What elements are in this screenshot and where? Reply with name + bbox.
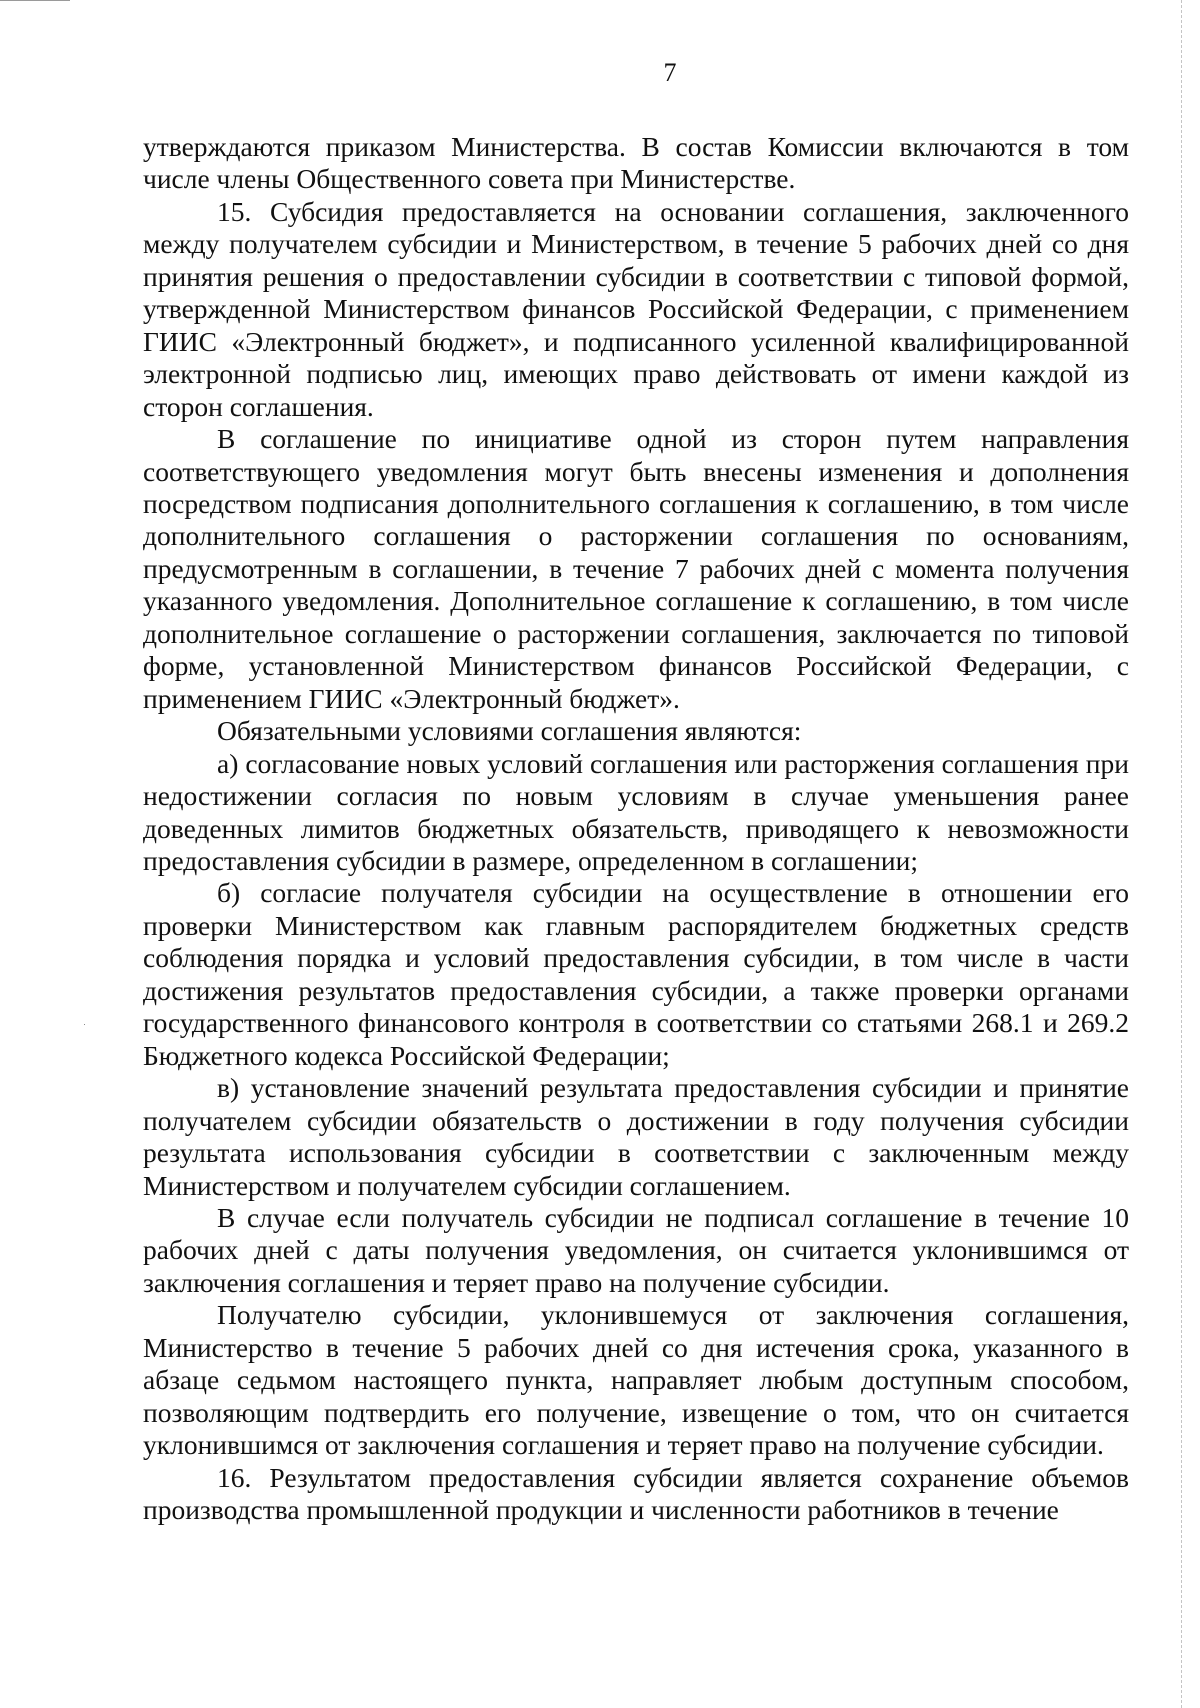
paragraph-agreement-amendments: В соглашение по инициативе одной из сторон путем направления соответствующего уведомления могут быть внесены изменения и дополнения посредством подписания дополнительного соглашения к соглашению, в том числе дополнительного соглашения о расторжении соглашения по основаниям, предусмотренным в соглашении, в течение 7 рабочих дней с момента получения указанного уведомления. Дополнительное соглашение к соглашению, в том числе дополнительное соглашение о расторжении соглашения, заключается по типовой форме, установленной Министерством финансов Российской Федерации, с применением ГИИС «Электронный бюджет».	[143, 423, 1129, 714]
page-number: 7	[663, 58, 677, 87]
paragraph-condition-v: в) установление значений результата предоставления субсидии и принятие получателем субсидии обязательств о достижении в году получения субсидии результата использования субсидии в соответствии с заключенным между Министерством и получателем субсидии соглашением.	[143, 1072, 1129, 1201]
paragraph-evasion-notice: Получателю субсидии, уклонившемуся от заключения соглашения, Министерство в течение 5 рабочих дней со дня истечения срока, указанного в абзаце седьмом настоящего пункта, направляет любым доступным способом, позволяющим подтвердить его получение, извещение о том, что он считается уклонившимся от заключения соглашения и теряет право на получение субсидии.	[143, 1299, 1129, 1461]
paragraph-mandatory-conditions-intro: Обязательными условиями соглашения являются:	[217, 715, 802, 747]
paragraph-clause-15: 15. Субсидия предоставляется на основании соглашения, заключенного между получателем субсидии и Министерством, в течение 5 рабочих дней со дня принятия решения о предоставлении субсидии в соответствии с типовой формой, утвержденной Министерством финансов Российской Федерации, с применением ГИИС «Электронный бюджет», и подписанного усиленной квалифицированной электронной подписью лиц, имеющих право действовать от имени каждой из сторон соглашения.	[143, 195, 1129, 422]
scan-top-edge-line	[0, 0, 70, 1]
paragraph-condition-a: а) согласование новых условий соглашения или расторжения соглашения при недостижении согласия по новым условиям в случае уменьшения ранее доведенных лимитов бюджетных обязательств, приводящего к невозможности предоставления субсидии в размере, определенном в соглашении;	[143, 747, 1129, 876]
paragraph-condition-b: б) согласие получателя субсидии на осуществление в отношении его проверки Министерством как главным распорядителем бюджетных средств соблюдения порядка и условий предоставления субсидии, в том числе в части достижения результатов предоставления субсидии, а также проверки органами государственного финансового контроля в соответствии со статьями 268.1 и 269.2 Бюджетного кодекса Российской Федерации;	[143, 877, 1129, 1071]
paragraph-clause-16: 16. Результатом предоставления субсидии является сохранение объемов производства промышленной продукции и численности работников в течение	[143, 1461, 1129, 1526]
paragraph-unsigned-agreement: В случае если получатель субсидии не подписал соглашение в течение 10 рабочих дней с даты получения уведомления, он считается уклонившимся от заключения соглашения и теряет право на получение субсидии.	[143, 1201, 1129, 1298]
scan-speck	[84, 1024, 85, 1025]
document-body	[143, 131, 1129, 1526]
scan-right-edge	[1181, 0, 1182, 1708]
paragraph-continuation: утверждаются приказом Министерства. В состав Комиссии включаются в том числе члены Общественного совета при Министерстве.	[143, 131, 1129, 195]
